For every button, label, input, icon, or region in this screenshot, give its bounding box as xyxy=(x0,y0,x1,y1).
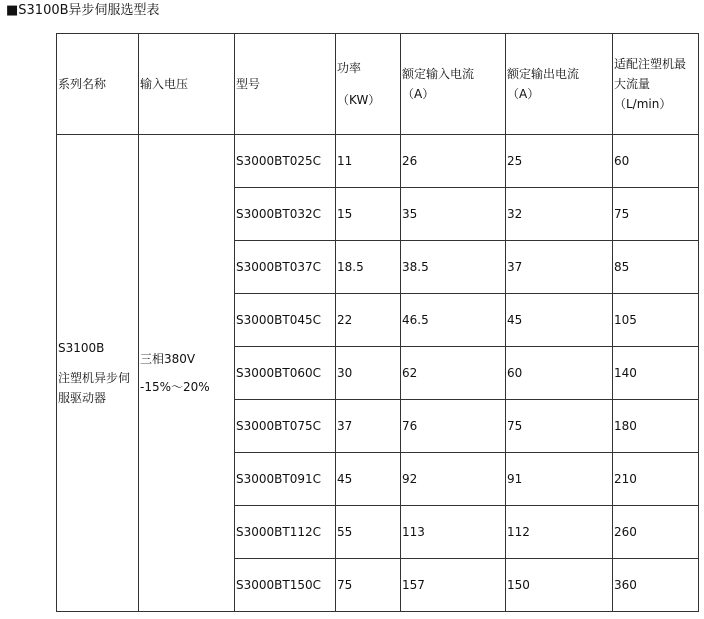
input-current-cell: 76 xyxy=(401,400,506,453)
input-current-cell: 157 xyxy=(401,559,506,612)
voltage-value: 三相380V xyxy=(140,352,196,366)
table-row xyxy=(57,135,699,188)
power-cell: 75 xyxy=(336,559,401,612)
series-desc-2: 服驱动器 xyxy=(58,391,107,405)
flow-cell: 360 xyxy=(613,559,699,612)
output-current-cell: 112 xyxy=(506,506,613,559)
header-flow-unit: （L/min） xyxy=(614,97,672,111)
page-title: ■S3100B异步伺服选型表 xyxy=(6,3,160,18)
series-code: S3100B xyxy=(58,341,105,355)
header-input-current-label: 额定输入电流 xyxy=(402,67,475,81)
model-cell: S3000BT037C xyxy=(235,241,336,294)
header-power xyxy=(336,34,401,135)
output-current-cell: 91 xyxy=(506,453,613,506)
voltage-tolerance: -15%～20% xyxy=(140,380,210,394)
header-series: 系列名称 xyxy=(57,34,139,135)
power-cell: 30 xyxy=(336,347,401,400)
output-current-cell: 150 xyxy=(506,559,613,612)
flow-cell: 260 xyxy=(613,506,699,559)
output-current-cell: 32 xyxy=(506,188,613,241)
input-current-cell: 46.5 xyxy=(401,294,506,347)
output-current-cell: 60 xyxy=(506,347,613,400)
power-cell: 55 xyxy=(336,506,401,559)
header-input-current xyxy=(401,34,506,135)
header-flow xyxy=(613,34,699,135)
header-flow-label-2: 大流量 xyxy=(614,77,651,91)
power-cell: 37 xyxy=(336,400,401,453)
output-current-cell: 25 xyxy=(506,135,613,188)
header-input-current-unit: （A） xyxy=(402,87,435,101)
power-cell: 15 xyxy=(336,188,401,241)
model-cell: S3000BT060C xyxy=(235,347,336,400)
model-cell: S3000BT045C xyxy=(235,294,336,347)
power-cell: 22 xyxy=(336,294,401,347)
flow-cell: 75 xyxy=(613,188,699,241)
header-flow-label-1: 适配注塑机最 xyxy=(614,57,687,71)
flow-cell: 105 xyxy=(613,294,699,347)
power-cell: 45 xyxy=(336,453,401,506)
header-model: 型号 xyxy=(235,34,336,135)
header-output-current xyxy=(506,34,613,135)
flow-cell: 60 xyxy=(613,135,699,188)
input-current-cell: 92 xyxy=(401,453,506,506)
table-header-row xyxy=(57,34,699,135)
input-voltage-cell xyxy=(139,135,235,612)
model-cell: S3000BT075C xyxy=(235,400,336,453)
model-cell: S3000BT112C xyxy=(235,506,336,559)
output-current-cell: 45 xyxy=(506,294,613,347)
series-name-cell xyxy=(57,135,139,612)
input-current-cell: 113 xyxy=(401,506,506,559)
header-output-current-unit: （A） xyxy=(507,87,540,101)
header-output-current-label: 额定输出电流 xyxy=(507,67,580,81)
header-voltage: 输入电压 xyxy=(139,34,235,135)
selection-table xyxy=(56,33,699,612)
model-cell: S3000BT150C xyxy=(235,559,336,612)
input-current-cell: 38.5 xyxy=(401,241,506,294)
input-current-cell: 35 xyxy=(401,188,506,241)
model-cell: S3000BT032C xyxy=(235,188,336,241)
power-cell: 18.5 xyxy=(336,241,401,294)
model-cell: S3000BT091C xyxy=(235,453,336,506)
input-current-cell: 62 xyxy=(401,347,506,400)
flow-cell: 180 xyxy=(613,400,699,453)
header-power-unit: （KW） xyxy=(337,93,381,107)
flow-cell: 140 xyxy=(613,347,699,400)
flow-cell: 85 xyxy=(613,241,699,294)
output-current-cell: 37 xyxy=(506,241,613,294)
flow-cell: 210 xyxy=(613,453,699,506)
input-current-cell: 26 xyxy=(401,135,506,188)
series-desc-1: 注塑机异步伺 xyxy=(58,371,131,385)
power-cell: 11 xyxy=(336,135,401,188)
model-cell: S3000BT025C xyxy=(235,135,336,188)
output-current-cell: 75 xyxy=(506,400,613,453)
header-power-label: 功率 xyxy=(337,61,362,75)
